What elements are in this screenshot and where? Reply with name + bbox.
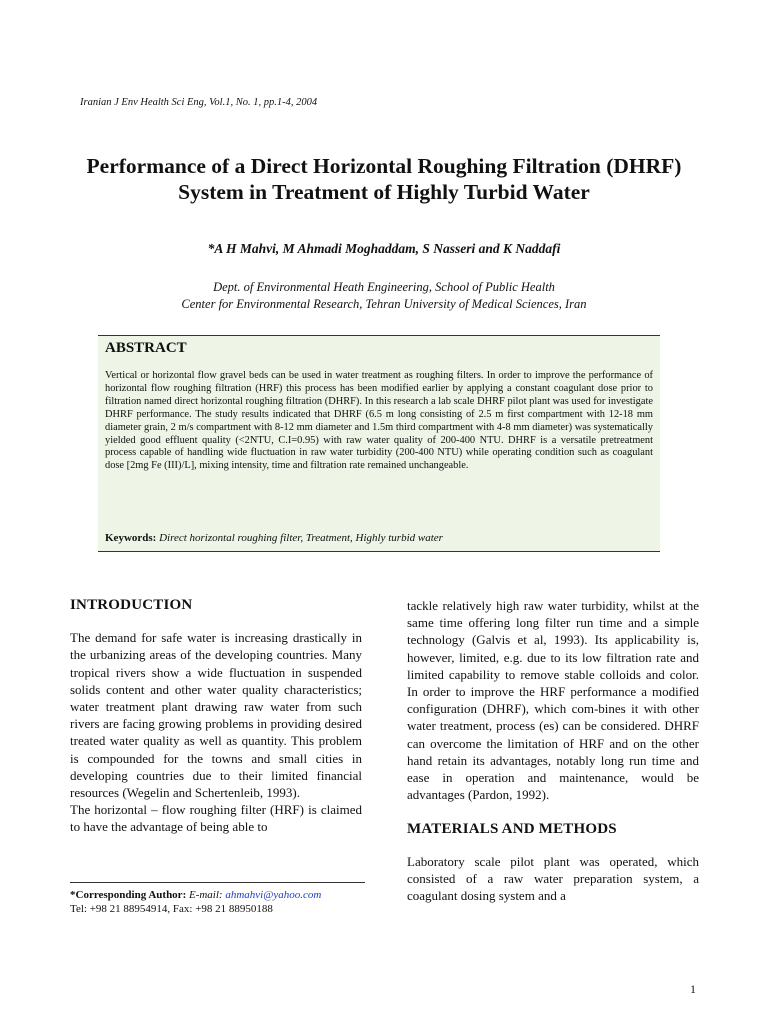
phone-fax: Tel: +98 21 88954914, Fax: +98 21 88950188 — [70, 903, 273, 915]
abstract-text: Vertical or horizontal flow gravel beds can be used in water treatment as roughing filters. In order to improve the performance of horizontal flow roughing filtration (HRF) this process has been modified earlier by applying a constant coagulant dose prior to filtration named direct horizontal roughing filtration (DHRF). In this research a lab scale DHRF pilot plant was used for investigate DHRF performance. The study results indicated that DHRF (6.5 m long consisting of 2.5 m first compartment with 12-18 mm diameter grain, 2 m/s compartment with 8-12 mm diameter and 1.5m third compartment with 4-8 mm diameter) was systematically yielded good effluent quality (<2NTU, C.I=0.95) with raw water quality of 200-400 NTU. DHRF is a versatile pretreatment process capable of handling wide fluctuation in raw water turbidity (200-400 NTU) while operating condition such as coagulant dose [2mg Fe (III)/L], mixing intensity, time and filtration rate remained unchangeable. — [105, 370, 653, 472]
affiliation-line-1: Dept. of Environmental Heath Engineering, School of Public Health — [213, 280, 555, 294]
title-line-1: Performance of a Direct Horizontal Roughing Filtration (DHRF) — [86, 154, 682, 178]
corresponding-label: *Corresponding Author: — [70, 889, 187, 901]
methods-heading: MATERIALS AND METHODS — [407, 821, 617, 838]
email-label: E-mail: — [188, 889, 223, 901]
abstract-heading: ABSTRACT — [105, 340, 187, 356]
keywords — [105, 532, 443, 544]
paper-title — [40, 153, 728, 205]
introduction-paragraph-3: tackle relatively high raw water turbidity, whilst at the same time offering long filter run time and a simple technology (Galvis et al, 1993). Its applicability is, however, limited, e.g. due to its low filtration rate and limited capability to remove stable colloids and color. In order to improve the HRF performance a modified configuration (DHRF), which com-bines it with other water treatment, process (es) can be considered. DHRF can overcome the limitation of HRF and on the other hand retain its advantages, notably long run time and ease in operation and maintenance, would be advantages (Pardon, 1992). — [407, 598, 699, 803]
introduction-paragraph-1: The demand for safe water is increasing drastically in the urbanizing areas of the developing countries. Many tropical rivers show a wide fluctuation in suspended solids content and other water quality characteristics; water treatment plant drawing raw water from such rivers are facing growing problems in providing desired treated water quality as well as quantity. This problem is compounded for the towns and small cities in developing countries due to their limited financial resources (Wegelin and Schertenleib, 1993). — [70, 630, 362, 801]
page-number: 1 — [690, 982, 696, 996]
keywords-label: Keywords: — [105, 532, 157, 544]
keywords-text: Direct horizontal roughing filter, Treatment, Highly turbid water — [159, 532, 443, 544]
left-column — [70, 597, 362, 836]
right-column — [407, 597, 699, 904]
journal-reference: Iranian J Env Health Sci Eng, Vol.1, No. 1, pp.1-4, 2004 — [80, 97, 318, 108]
introduction-heading: INTRODUCTION — [70, 597, 193, 613]
affiliation-line-2: Center for Environmental Research, Tehran University of Medical Sciences, Iran — [181, 297, 587, 311]
title-line-2: System in Treatment of Highly Turbid Water — [178, 180, 590, 204]
methods-paragraph-1: Laboratory scale pilot plant was operated, which consisted of a raw water preparation system, a coagulant dosing system and a — [407, 853, 699, 904]
affiliation — [40, 279, 728, 313]
corresponding-author — [70, 888, 321, 916]
footnote-rule — [70, 882, 365, 883]
introduction-paragraph-2: The horizontal – flow roughing filter (HRF) is claimed to have the advantage of being able to — [70, 802, 362, 835]
abstract-box — [98, 335, 660, 552]
authors: *A H Mahvi, M Ahmadi Moghaddam, S Nasseri and K Naddafi — [207, 241, 561, 256]
email-link[interactable]: ahmahvi@yahoo.com — [225, 889, 322, 901]
